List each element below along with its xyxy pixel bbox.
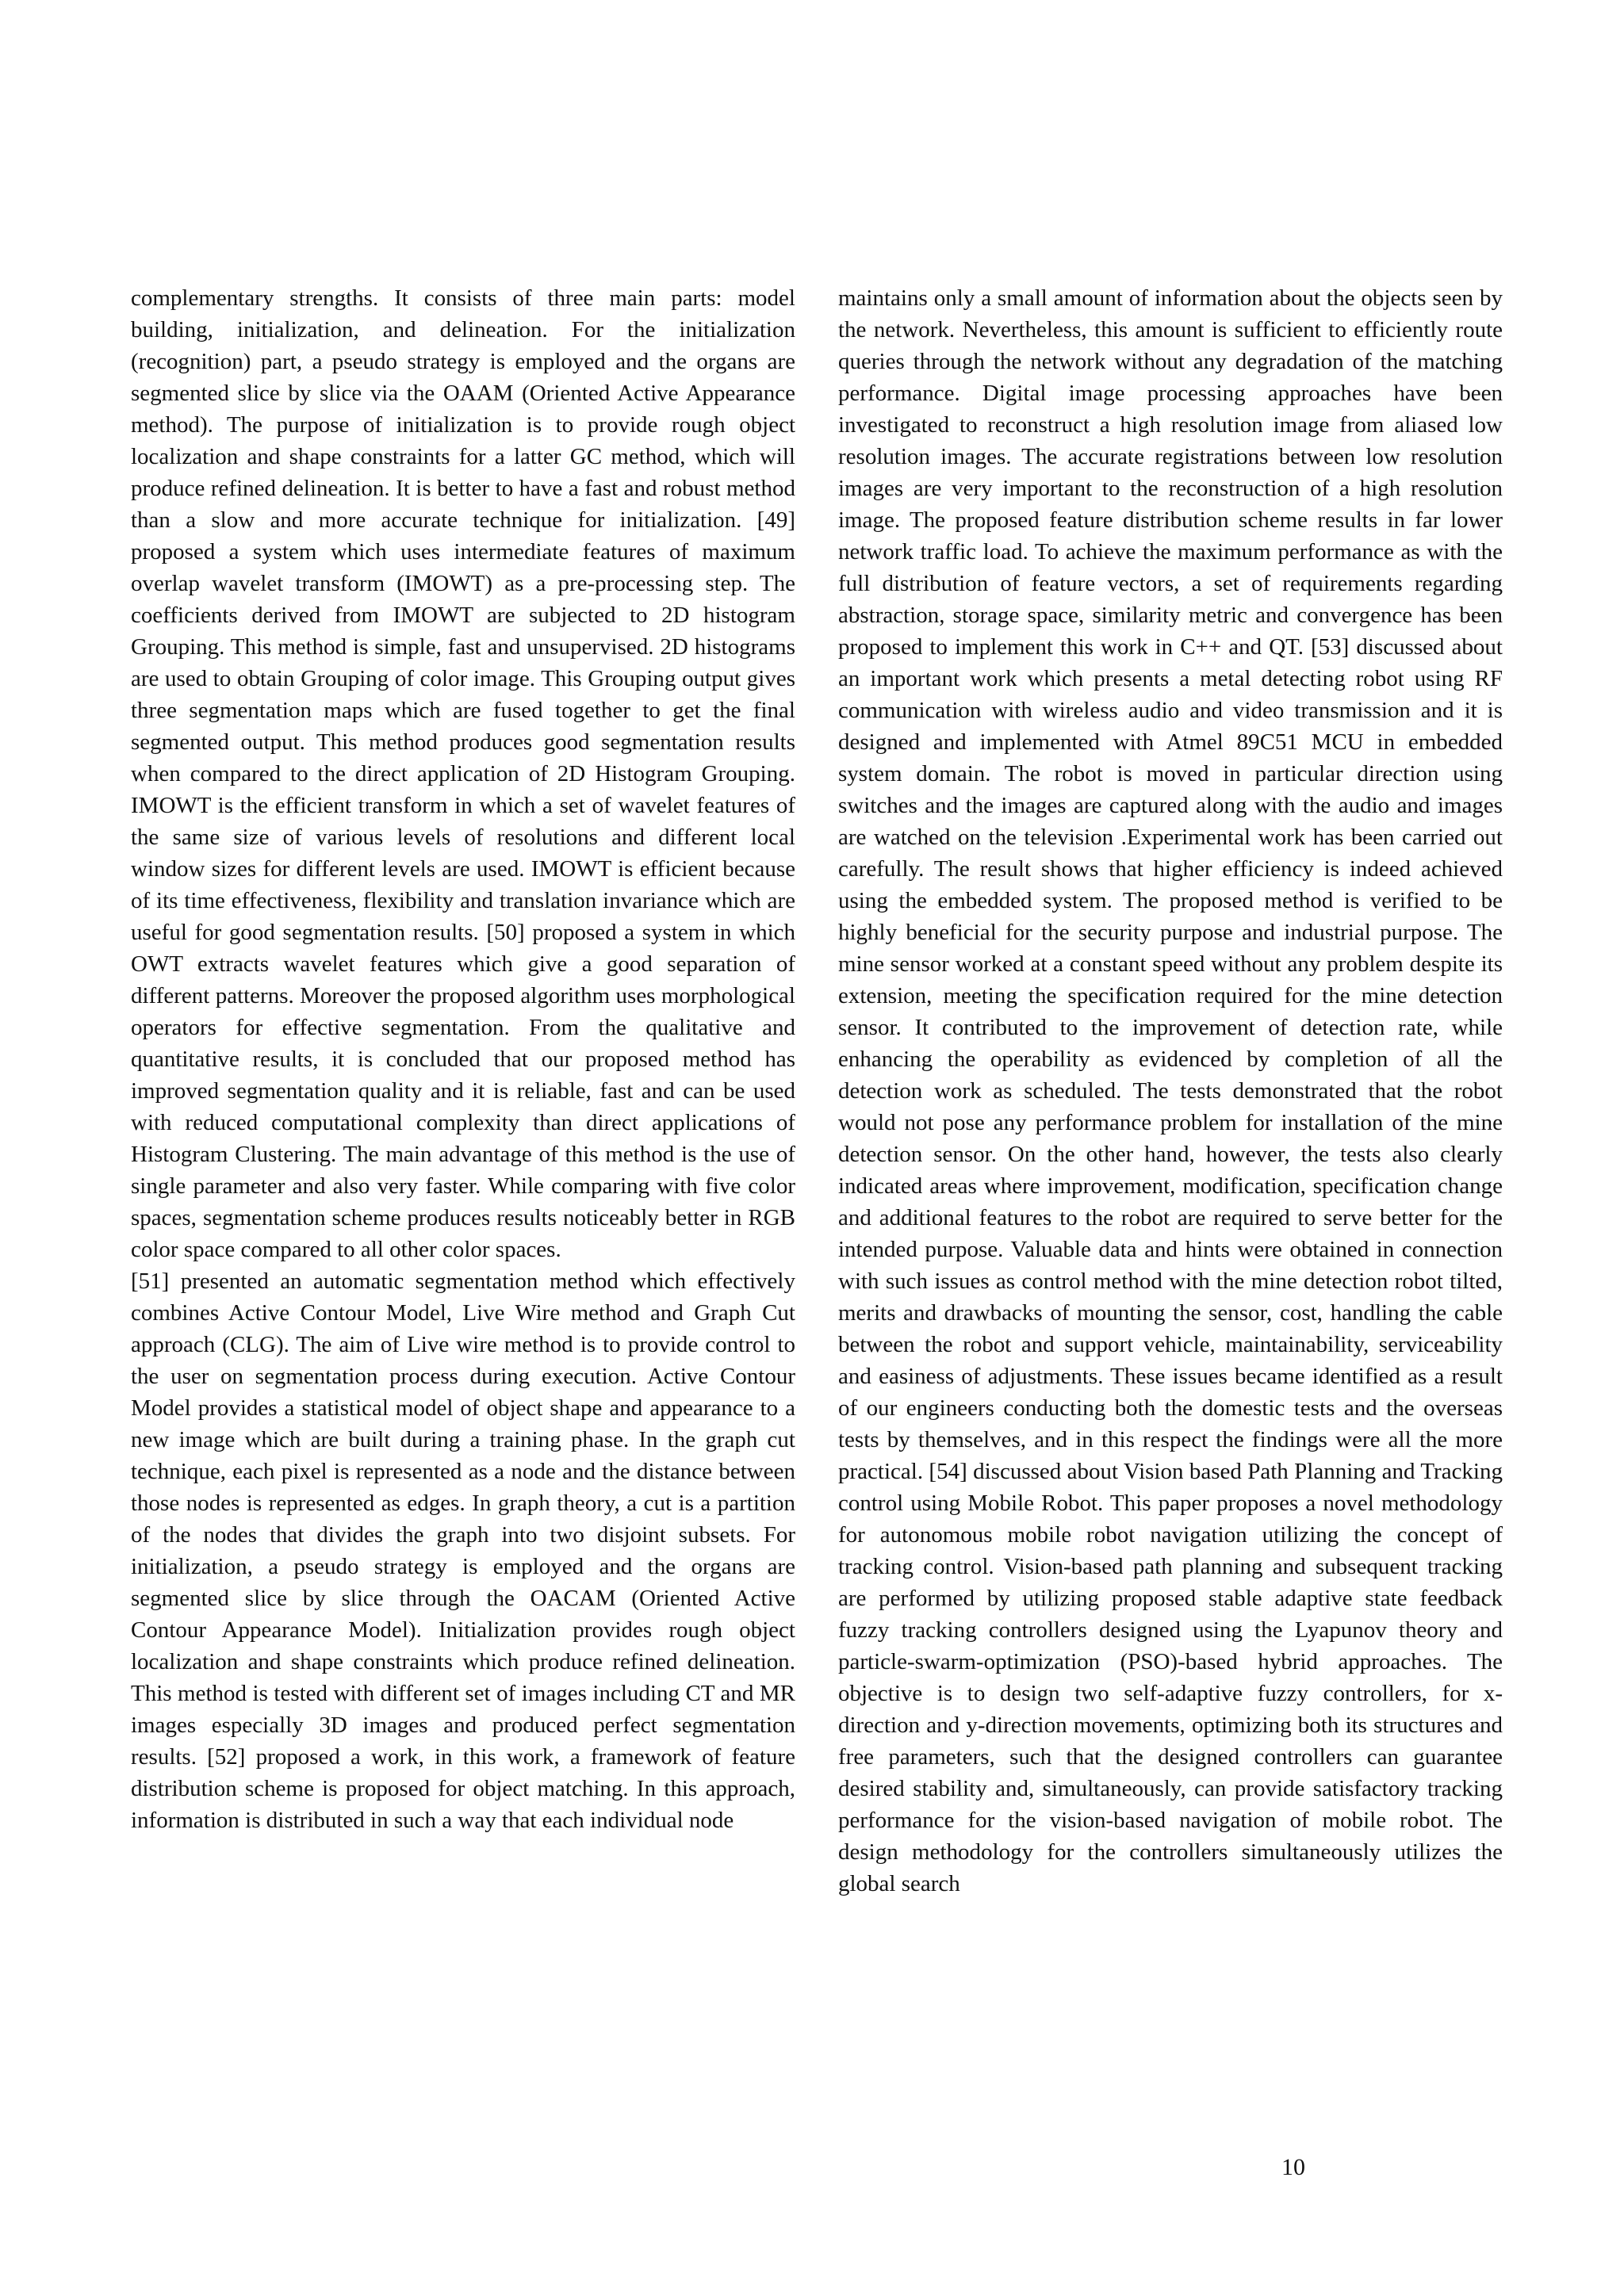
right-paragraph-1: maintains only a small amount of information about the objects seen by the network. Nevertheless, this amount is sufficient to efficiently route queries through the network without any degradation of the matching performance. Digital image processing approaches have been investigated to reconstruct a high resolution image from aliased low resolution images. The accurate registrations between low resolution images are very important to the reconstruction of a high resolution image. The proposed feature distribution scheme results in far lower network traffic load. To achieve the maximum performance as with the full distribution of feature vectors, a set of requirements regarding abstraction, storage space, similarity metric and convergence has been proposed to implement this work in C++ and QT. [53] discussed about an important work which presents a metal detecting robot using RF communication with wireless audio and video transmission and it is designed and implemented with Atmel 89C51 MCU in embedded system domain. The robot is moved in particular direction using switches and the images are captured along with the audio and images are watched on the television .Experimental work has been carried out carefully. The result shows that higher efficiency is indeed achieved using the embedded system. The proposed method is verified to be highly beneficial for the security purpose and industrial purpose. The mine sensor worked at a constant speed without any problem despite its extension, meeting the specification required for the mine detection sensor. It contributed to the improvement of detection rate, while enhancing the operability as evidenced by completion of all the detection work as scheduled. The tests demonstrated that the robot would not pose any performance problem for installation of the mine detection sensor. On the other hand, however, the tests also clearly indicated areas where improvement, modification, specification change and additional features to the robot are required to serve better for the intended purpose. Valuable data and hints were obtained in connection with such issues as control method with the mine detection robot tilted, merits and drawbacks of mounting the sensor, cost, handling the cable between the robot and support vehicle, maintainability, serviceability and easiness of adjustments. These issues became identified as a result of our engineers conducting both the domestic tests and the overseas tests by themselves, and in this respect the findings were all the more practical. [54] discussed about Vision based Path Planning and Tracking control using Mobile Robot. This paper proposes a novel methodology for autonomous mobile robot navigation utilizing the concept of tracking control. Vision-based path planning and subsequent tracking are performed by utilizing proposed stable adaptive state feedback fuzzy tracking controllers designed using the Lyapunov theory and particle-swarm-optimization (PSO)-based hybrid approaches. The objective is to design two self-adaptive fuzzy controllers, for x-direction and y-direction movements, optimizing both its structures and free parameters, such that the designed controllers can guarantee desired stability and, simultaneously, can provide satisfactory tracking performance for the vision-based navigation of mobile robot. The design methodology for the controllers simultaneously utilizes the global search [838,285,1503,1896]
right-text-column [838,282,1503,1900]
page-number: 10 [1281,2154,1305,2180]
left-paragraph-2: [51] presented an automatic segmentation method which effectively combines Active Contour Model, Live Wire method and Graph Cut approach (CLG). The aim of Live wire method is to provide control to the user on segmentation process during execution. Active Contour Model provides a statistical model of object shape and appearance to a new image which are built during a training phase. In the graph cut technique, each pixel is represented as a node and the distance between those nodes is represented as edges. In graph theory, a cut is a partition of the nodes that divides the graph into two disjoint subsets. For initialization, a pseudo strategy is employed and the organs are segmented slice by slice through the OACAM (Oriented Active Contour Appearance Model). Initialization provides rough object localization and shape constraints which produce refined delineation. This method is tested with different set of images including CT and MR images especially 3D images and produced perfect segmentation results. [52] proposed a work, in this work, a framework of feature distribution scheme is proposed for object matching. In this approach, information is distributed in such a way that each individual node [131,1269,795,1833]
left-text-column [131,282,795,1836]
left-paragraph-1: complementary strengths. It consists of three main parts: model building, initialization, and delineation. For the initialization (recognition) part, a pseudo strategy is employed and the organs are segmented slice by slice via the OAAM (Oriented Active Appearance method). The purpose of initialization is to provide rough object localization and shape constraints for a latter GC method, which will produce refined delineation. It is better to have a fast and robust method than a slow and more accurate technique for initialization. [49] proposed a system which uses intermediate features of maximum overlap wavelet transform (IMOWT) as a pre-processing step. The coefficients derived from IMOWT are subjected to 2D histogram Grouping. This method is simple, fast and unsupervised. 2D histograms are used to obtain Grouping of color image. This Grouping output gives three segmentation maps which are fused together to get the final segmented output. This method produces good segmentation results when compared to the direct application of 2D Histogram Grouping. IMOWT is the efficient transform in which a set of wavelet features of the same size of various levels of resolutions and different local window sizes for different levels are used. IMOWT is efficient because of its time effectiveness, flexibility and translation invariance which are useful for good segmentation results. [50] proposed a system in which OWT extracts wavelet features which give a good separation of different patterns. Moreover the proposed algorithm uses morphological operators for effective segmentation. From the qualitative and quantitative results, it is concluded that our proposed method has improved segmentation quality and it is reliable, fast and can be used with reduced computational complexity than direct applications of Histogram Clustering. The main advantage of this method is the use of single parameter and also very faster. While comparing with five color spaces, segmentation scheme produces results noticeably better in RGB color space compared to all other color spaces. [131,285,795,1262]
